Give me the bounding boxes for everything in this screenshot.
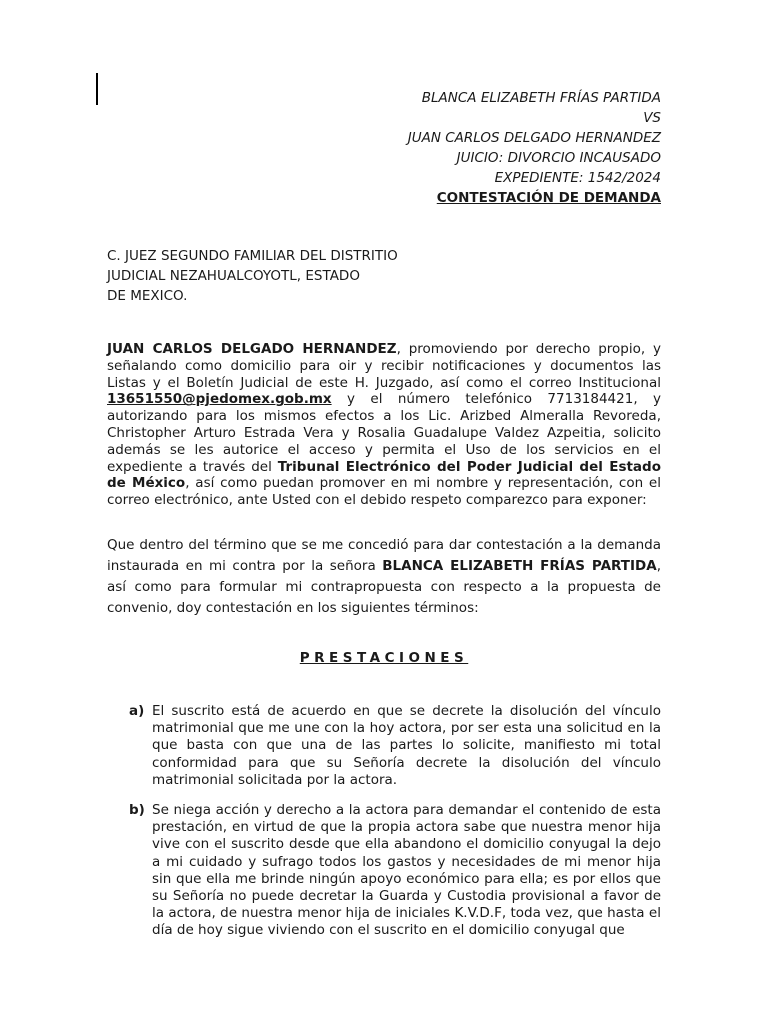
tribunal-name: Tribunal Electrónico del Poder Judicial del Estado de México xyxy=(107,458,661,492)
list-marker: b) xyxy=(129,802,145,818)
document-title: CONTESTACIÓN DE DEMANDA xyxy=(436,190,661,206)
header-case-number: EXPEDIENTE: 1542/2024 xyxy=(494,170,661,186)
response-text-1: Que dentro del término que se me concedió para dar contestación a la demanda instaurada en mi contra por la señora xyxy=(107,537,661,574)
response-paragraph xyxy=(107,535,661,619)
list-item xyxy=(129,703,661,789)
list-item-text: El suscrito está de acuerdo en que se decrete la disolución del vínculo matrimonial que me une con la hoy actora, por ser esta una solicitud en la que basta con que una de las partes lo solicite, manifiesto mi total conformidad para que su Señoría decrete la disolución del vínculo matrimonial solicitada por la actora. xyxy=(152,703,661,788)
addressee-block xyxy=(107,246,398,306)
text-cursor xyxy=(96,73,98,105)
response-text-2: , así como para formular mi contrapropuesta con respecto a la propuesta de convenio, doy contestación en los siguientes términos: xyxy=(107,558,661,616)
addressee-line-2: JUDICIAL NEZAHUALCOYOTL, ESTADO xyxy=(107,268,360,284)
addressee-line-1: C. JUEZ SEGUNDO FAMILIAR DEL DISTRITIO xyxy=(107,248,398,264)
plaintiff-name: BLANCA ELIZABETH FRÍAS PARTIDA xyxy=(382,558,657,574)
section-heading: PRESTACIONES xyxy=(299,650,469,666)
intro-text-3: , así como puedan promover en mi nombre y representación, con el correo electrónico, ante Usted con el debido respeto comparezco para exponer: xyxy=(107,475,661,509)
addressee-line-3: DE MEXICO. xyxy=(107,288,188,304)
list-item xyxy=(129,802,661,940)
header-vs: VS xyxy=(643,110,661,126)
list-marker: a) xyxy=(129,703,145,719)
case-header xyxy=(408,88,661,208)
intro-text-2: y el número telefónico 7713184421, y autorizando para los mismos efectos a los Lic. Arizbed Almeralla Revoreda, Christopher Arturo Estrada Vera y Rosalia Guadalupe Valdez Azpeitia, solicito además se les autorice el acceso y permita el Uso de los servicios en el expediente a través del xyxy=(107,391,661,475)
list-item-text: Se niega acción y derecho a la actora para demandar el contenido de esta prestación, en virtud de que la propia actora sabe que nuestra menor hija vive con el suscrito desde que ella abandono el domicilio conyugal la dejo a mi cuidado y sufrago todos los gastos y necesidades de mi menor hija sin que ella me brinde ningún apoyo económico para ella; es por ellos que su Señoría no puede decretar la Guarda y Custodia provisional a favor de la actora, de nuestra menor hija de iniciales K.V.D.F, toda vez, que hasta el día de hoy sigue viviendo con el suscrito en el domicilio conyugal que xyxy=(152,802,661,939)
defendant-name: JUAN CARLOS DELGADO HERNANDEZ xyxy=(107,341,397,357)
header-defendant: JUAN CARLOS DELGADO HERNANDEZ xyxy=(407,130,661,146)
header-plaintiff: BLANCA ELIZABETH FRÍAS PARTIDA xyxy=(421,90,661,106)
intro-text-1: , promoviendo por derecho propio, y señalando como domicilio para oir y recibir notificaciones y documentos las Listas y el Boletín Judicial de este H. Juzgado, así como el correo Institucional xyxy=(107,341,662,391)
institutional-email: 13651550@pjedomex.gob.mx xyxy=(107,391,332,408)
intro-paragraph xyxy=(107,341,661,509)
header-trial-type: JUICIO: DIVORCIO INCAUSADO xyxy=(456,150,661,166)
